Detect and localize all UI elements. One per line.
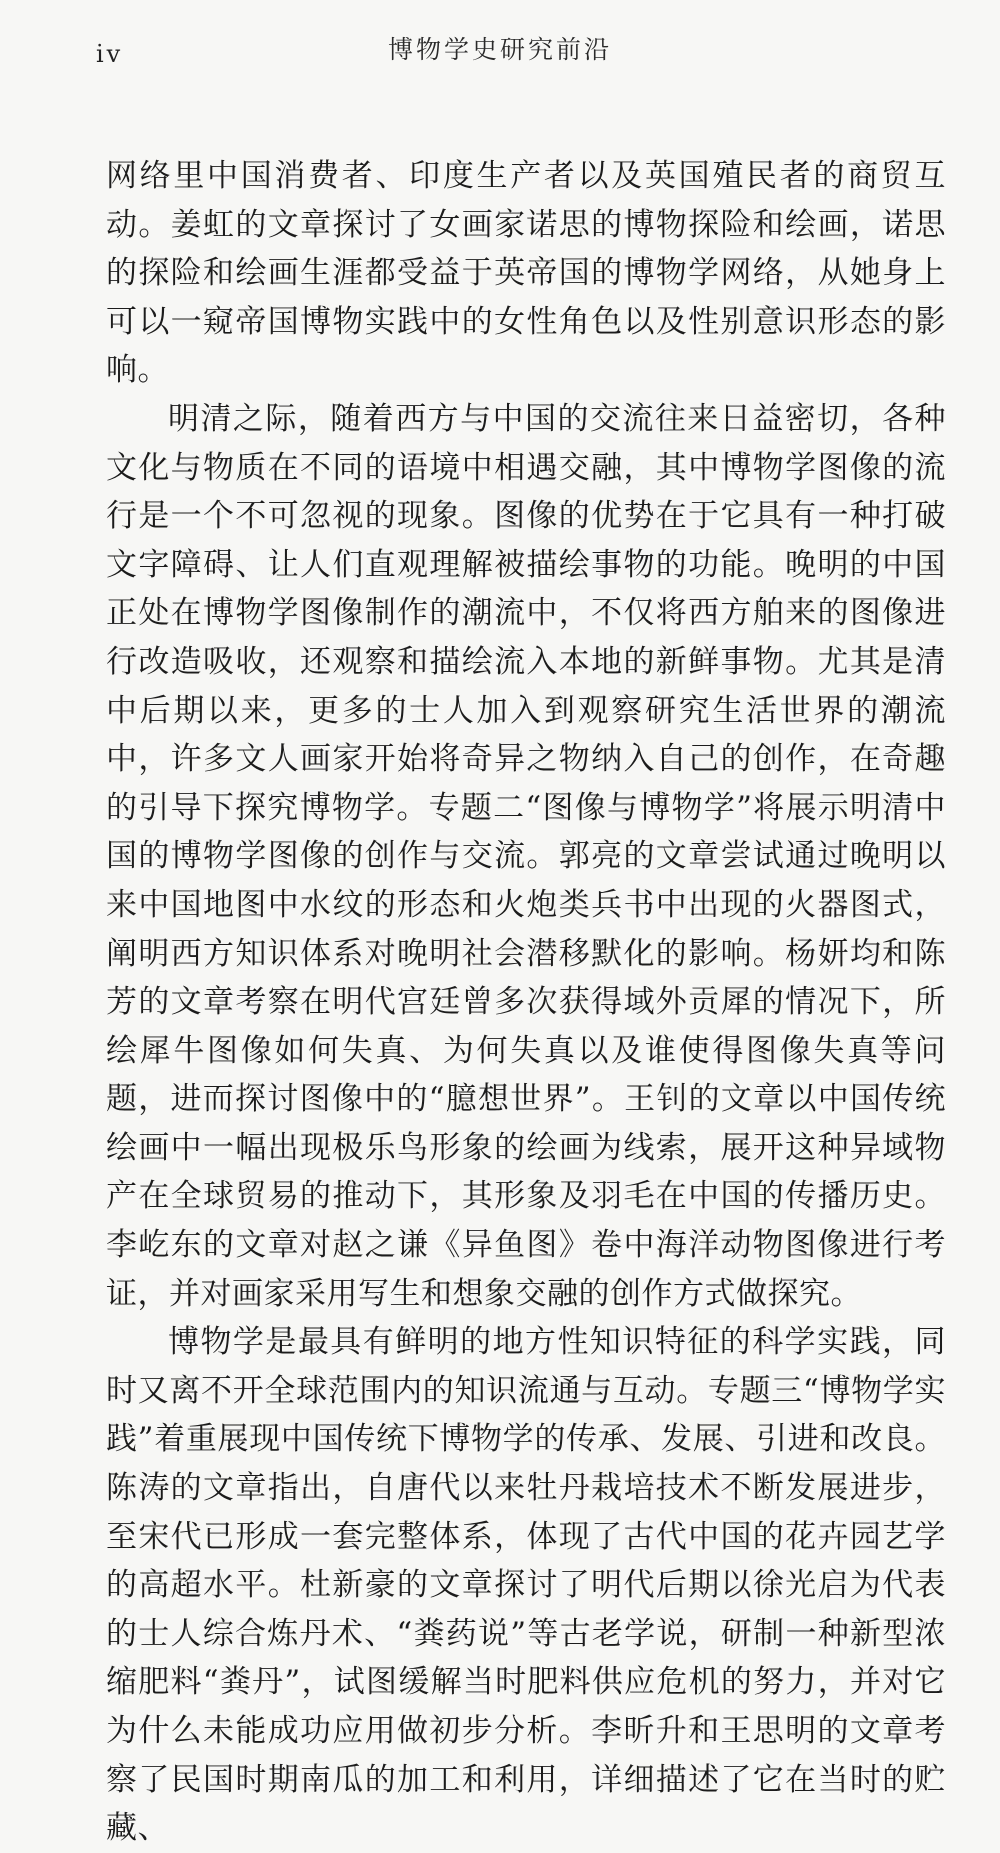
paragraph-1: 网络里中国消费者、印度生产者以及英国殖民者的商贸互动。姜虹的文章探讨了女画家诺思的博物探险和绘画，诺思的探险和绘画生涯都受益于英帝国的博物学网络，从她身上可以一窥帝国博物实践中的女性角色以及性别意识形态的影响。: [106, 158, 946, 389]
paragraph-3: 博物学是最具有鲜明的地方性知识特征的科学实践，同时又离不开全球范围内的知识流通与互动。专题三“博物学实践”着重展现中国传统下博物学的传承、发展、引进和改良。陈涛的文章指出，自唐代以来牡丹栽培技术不断发展进步，至宋代已形成一套完整体系，体现了古代中国的花卉园艺学的高超水平。杜新豪的文章探讨了明代后期以徐光启为代表的士人综合炼丹术、“粪药说”等古老学说，研制一种新型浓缩肥料“粪丹”，试图缓解当时肥料供应危机的努力，并对它为什么未能成功应用做初步分析。李昕升和王思明的文章考察了民国时期南瓜的加工和利用，详细描述了它在当时的贮藏、: [106, 1324, 946, 1847]
page-number: iv: [96, 40, 124, 68]
body-text: [106, 152, 946, 1853]
paragraph-2: 明清之际，随着西方与中国的交流往来日益密切，各种文化与物质在不同的语境中相遇交融，其中博物学图像的流行是一个不可忽视的现象。图像的优势在于它具有一种打破文字障碍、让人们直观理解被描绘事物的功能。晚明的中国正处在博物学图像制作的潮流中，不仅将西方舶来的图像进行改造吸收，还观察和描绘流入本地的新鲜事物。尤其是清中后期以来，更多的士人加入到观察研究生活世界的潮流中，许多文人画家开始将奇异之物纳入自己的创作，在奇趣的引导下探究博物学。专题二“图像与博物学”将展示明清中国的博物学图像的创作与交流。郭亮的文章尝试通过晚明以来中国地图中水纹的形态和火炮类兵书中出现的火器图式，阐明西方知识体系对晚明社会潜移默化的影响。杨妍均和陈芳的文章考察在明代宫廷曾多次获得域外贡犀的情况下，所绘犀牛图像如何失真、为何失真以及谁使得图像失真等问题，进而探讨图像中的“臆想世界”。王钊的文章以中国传统绘画中一幅出现极乐鸟形象的绘画为线索，展开这种异域物产在全球贸易的推动下，其形象及羽毛在中国的传播历史。李屹东的文章对赵之谦《异鱼图》卷中海洋动物图像进行考证，并对画家采用写生和想象交融的创作方式做探究。: [106, 400, 946, 1312]
running-title: 博物学史研究前沿: [387, 35, 612, 64]
